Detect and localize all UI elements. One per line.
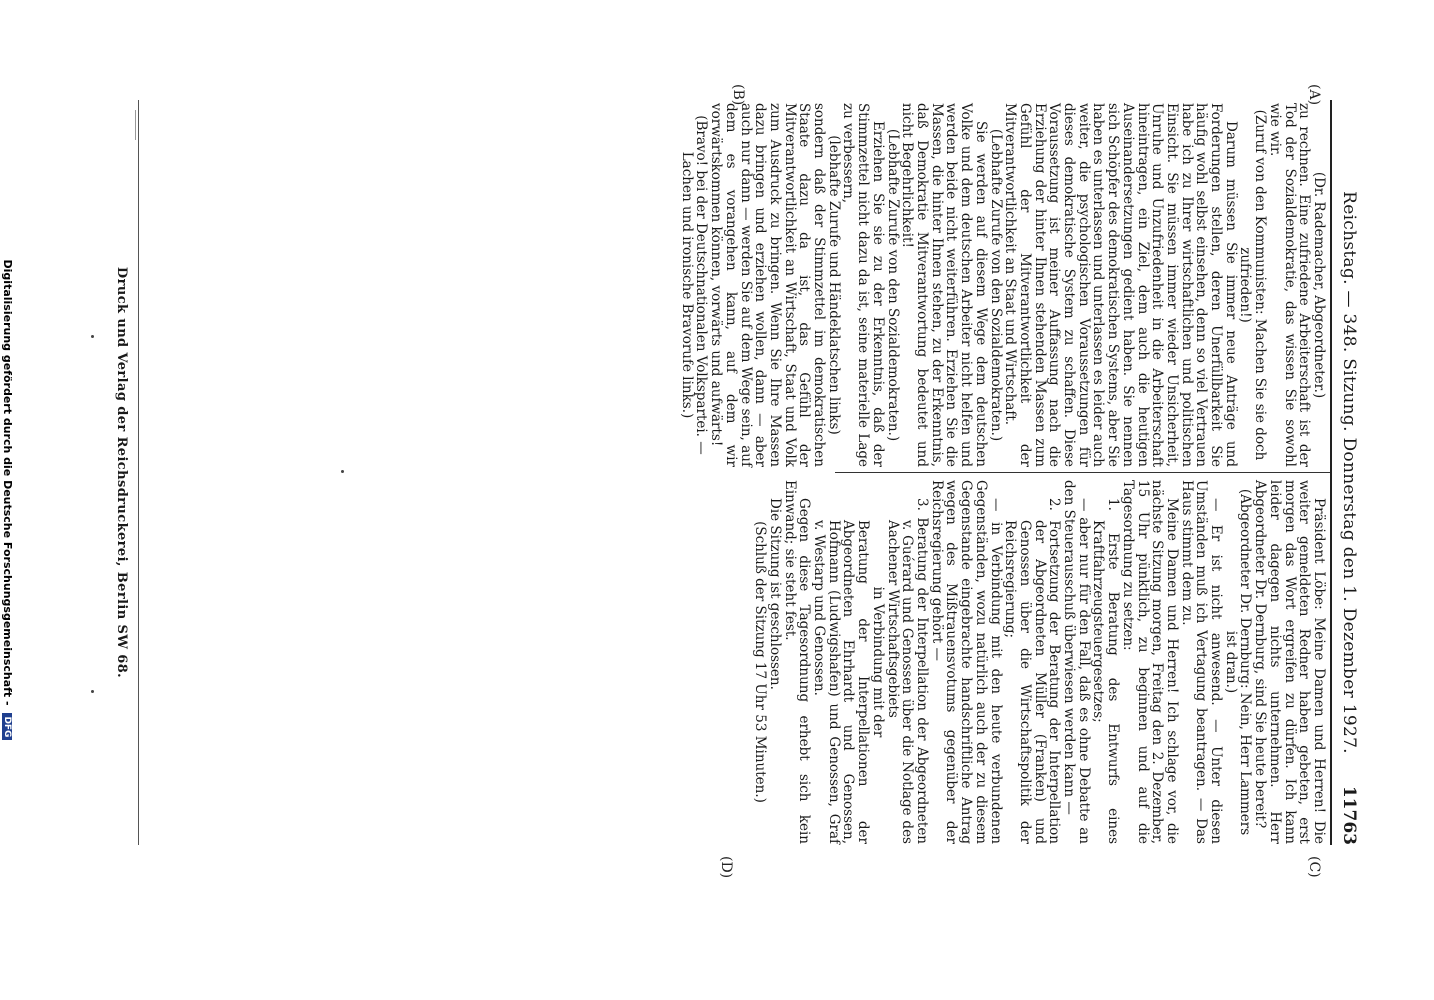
column-paragraph: sondern daß der Stimmzettel im demokratischen Staate dazu da ist, das Gefühl der Mitverantwortlichkeit an Wirtschaft, Staat und Volk zum Ausdruck zu bringen. Wenn Sie Ihre Massen dazu bringen und erziehen wollen, dann — aber auch nur dann — werden Sie auf dem Wege sein, auf dem es vorangehen kann, auf dem wir vorwärtskommen können, vorwärts und aufwärts! [708,103,828,467]
column-note: (Abgeordneter Dr. Dernburg: Nein, Herr Lammers ist dran.) [1222,488,1254,836]
digitization-text: Digitalisierung gefördert durch die Deutsche Forschungsgemeinschaft - [1,259,14,706]
column-paragraph: 1. Erste Beratung des Entwurfs eines Kraftfahrzeugsteuergesetzes; [1090,498,1122,844]
left-column [679,103,1326,467]
digitization-notice [1,0,14,1000]
page-header [1329,100,1359,845]
column-note: (Bravo! bei der Deutschnationalen Volkspartei. — Lachen und ironische Bravorufe links.) [678,115,710,455]
column-note: (Lebhafte Zurufe von den Sozialdemokraten.) [884,128,901,442]
column-paragraph: Erziehen Sie sie zu der Erkenntnis, daß der Stimmzettel nicht dazu da ist, seine materielle Lage zu verbessern, [840,103,886,467]
column-paragraph: — aber nur für den Fall, daß es ohne Debatte an den Steuerausschuß überwiesen werden kann — [1061,480,1092,844]
page-number: 11763 [1339,785,1359,845]
scan-mark [135,110,136,140]
margin-mark-a: (A) [1306,84,1322,106]
column-paragraph: 3. Beratung der Interpellation der Abgeordneten v. Guérard und Genossen über die Notlage des Aachener Wirtschaftsgebiets [884,498,931,844]
printer-imprint: Druck und Verlag der Reichsdruckerei, Berlin SW 68. [114,266,129,679]
column-note: (lebhafte Zurufe und Händeklatschen links) [825,135,842,435]
dfg-logo: DFG [2,713,12,740]
column-paragraph: — in Verbindung mit den heute verbundenen Gegenständen, wozu natürlich auch der zu diesem Gegenstande eingebrachte handschriftliche Antrag wegen des Mißtrauensvotums gegenüber der Reichsregierung gehört — [928,480,1004,844]
column-paragraph: Gegen diese Tagesordnung erhebt sich kein Einwand; sie steht fest. [781,480,813,844]
column-paragraph: Präsident Löbe: Meine Damen und Herren! Die weiter gemeldeten Redner haben gebeten, erst morgen das Wort ergreifen zu dürfen. Ich kann leider dagegen nichts unternehmen. Herr Abgeordneter Dr. Dernburg, sind Sie heute bereit? [1252,480,1327,844]
column-note: (Lebhafte Zurufe von den Sozialdemokraten.) [987,128,1004,442]
scan-speck [341,470,344,473]
margin-mark-c: (C) [1306,856,1322,878]
column-paragraph: Darum müssen Sie immer neue Anträge und Forderungen stellen, deren Unerfüllbarkeit Sie häufig wohl selbst einsehen, denn so viel Vertrauen habe ich zu Ihrer wirtschaftlichen und politischen Einsicht. Sie müssen immer wieder Unsicherheit, Unruhe und Unzufriedenheit in die Arbeiterschaft hineintragen, ein Ziel, dem auch die heutigen Auseinandersetzungen gedient haben. Sie nennen sich Schöpfer des demokratischen Systems, aber Sie haben es unterlassen und unterlassen es leider auch weiter, die psychologischen Voraussetzungen für dieses demokratische System zu schaffen. Diese Voraussetzung ist meiner Auffassung nach die Erziehung der hinter Ihnen stehenden Massen zum Gefühl der Mitverantwortlichkeit der Mitverantwortlichkeit an Staat und Wirtschaft. [1002,103,1239,467]
column-note: (Schluß der Sitzung 17 Uhr 53 Minuten.) [752,521,769,803]
margin-mark-b: (B) [730,84,746,106]
margin-mark-d: (D) [718,856,734,879]
column-paragraph: Sie werden auf diesem Wege dem deutschen Volke und dem deutschen Arbeiter nicht helfen und werden beide nicht weiterführen. Erziehen Sie die Massen, die hinter Ihnen stehen, zu der Erkenntnis, daß Demokratie Mitverantwortung bedeutet und nicht Begehrlichkeit! [899,103,989,467]
column-note: in Verbindung mit der [869,586,886,738]
header-rule [1330,100,1332,845]
column-paragraph: Die Sitzung ist geschlossen. [766,498,783,690]
right-column [753,480,1326,844]
column-note: (Zuruf von den Kommunisten: Machen Sie sie doch zufrieden!) [1237,109,1269,461]
footer-rule [138,100,139,845]
column-divider [835,472,1330,473]
column-paragraph: 2. Fortsetzung der Beratung der Interpellation der Abgeordneten Müller (Franken) und Genossen über die Wirtschaftspolitik der Reichsregierung; [1002,498,1063,844]
scan-speck [91,690,94,693]
column-paragraph: Meine Damen und Herren! Ich schlage vor, die nächste Sitzung morgen, Freitag den 2. Dezember, 15 Uhr pünktlich, zu beginnen und auf die Tagesordnung zu setzen: [1119,480,1180,844]
header-title: Reichstag. — 348. Sitzung. Donnerstag den 1. Dezember 1927. [1339,191,1359,754]
column-paragraph: zu rechnen. Eine zufriedene Arbeiterschaft ist der Tod der Sozialdemokratie, das wissen Sie sowohl wie wir. [1266,103,1313,467]
scan-speck [91,335,94,338]
column-paragraph: Beratung der Interpellationen der Abgeordneten Ehrhardt und Genossen, Hofmann (Ludwigshafen) und Genossen, Graf v. Westarp und Genossen. [811,520,872,844]
column-paragraph: — Er ist nicht anwesend. — Unter diesen Umständen muß ich Vertagung beantragen. — Das Haus stimmt dem zu. [1178,480,1225,844]
column-note: (Dr. Rademacher, Abgeordneter.) [1311,171,1327,399]
